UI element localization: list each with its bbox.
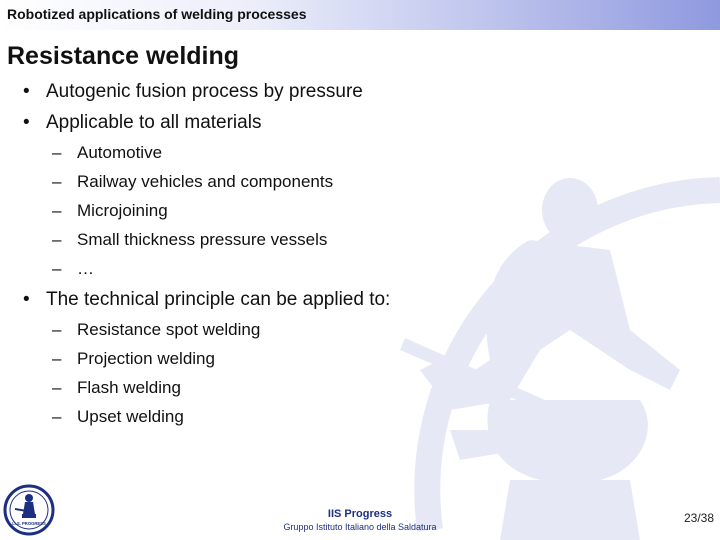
bullet-text: Autogenic fusion process by pressure xyxy=(46,81,363,102)
header-title: Robotized applications of welding processes xyxy=(7,6,307,22)
blacksmith-figure-icon xyxy=(340,130,720,540)
bullet-text: Applicable to all materials xyxy=(46,112,262,133)
iis-progress-logo-icon xyxy=(1,484,57,536)
sub-bullet-marker: – xyxy=(52,230,62,249)
sub-bullet-marker: – xyxy=(52,143,62,162)
sub-bullet-marker: – xyxy=(52,259,62,278)
bullet-text: The technical principle can be applied to: xyxy=(46,289,391,310)
sub-bullet-text: Microjoining xyxy=(77,201,168,220)
bullet-marker: • xyxy=(23,289,30,310)
logo-text: I.I.S. PROGRESS xyxy=(12,521,46,526)
sub-bullet-marker: – xyxy=(52,201,62,220)
sub-bullet-marker: – xyxy=(52,407,62,426)
sub-bullet-marker: – xyxy=(52,172,62,191)
sub-bullet-marker: – xyxy=(52,378,62,397)
sub-bullet-text: Railway vehicles and components xyxy=(77,172,334,191)
header-bar xyxy=(0,0,720,30)
bullet-marker: • xyxy=(23,112,30,133)
slide-title: Resistance welding xyxy=(7,42,240,70)
bullet-marker: • xyxy=(23,81,30,102)
sub-bullet-text: Projection welding xyxy=(77,349,215,368)
sub-bullet-text: Small thickness pressure vessels xyxy=(77,230,328,249)
sub-bullet-marker: – xyxy=(52,349,62,368)
sub-bullet-text: Automotive xyxy=(77,143,163,162)
sub-bullet-text: … xyxy=(77,259,94,278)
footer-subtitle: Gruppo Istituto Italiano della Saldatura xyxy=(283,522,437,532)
page-number: 23/38 xyxy=(683,511,714,525)
sub-bullet-text: Upset welding xyxy=(77,407,184,426)
footer-org: IIS Progress xyxy=(327,508,393,520)
sub-bullet-text: Resistance spot welding xyxy=(77,320,261,339)
sub-bullet-marker: – xyxy=(52,320,62,339)
sub-bullet-text: Flash welding xyxy=(77,378,181,397)
